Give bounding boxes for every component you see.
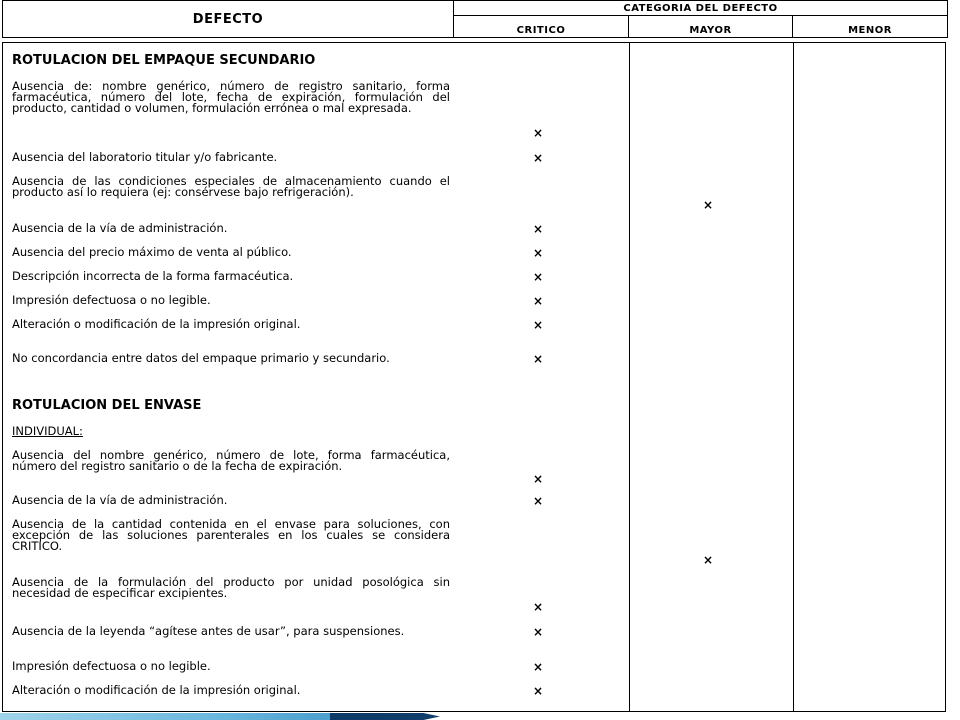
defect-description: Ausencia del laboratorio titular y/o fabricante. — [12, 150, 278, 164]
defect-description: Impresión defectuosa o no legible. — [12, 659, 211, 673]
table-header — [2, 0, 948, 38]
defect-description: Ausencia de: nombre genérico, número de registro sanitario, forma farmacéutica, número del lote, fecha de expiración, formulación del producto, cantidad o volumen, formulación errónea o mal expresada. — [12, 79, 450, 115]
footer-arrow-shape — [330, 713, 440, 720]
critico-mark: × — [533, 684, 544, 698]
header-critico: CRITICO — [454, 16, 629, 37]
defect-description: Alteración o modificación de la impresión original. — [12, 683, 301, 697]
defect-description: Ausencia de la cantidad contenida en el envase para soluciones, con excepción de las soluciones parenterales en los cuales se considera CRITICO. — [12, 517, 450, 553]
critico-mark: × — [533, 318, 544, 332]
critico-mark: × — [533, 222, 544, 236]
defect-description: Alteración o modificación de la impresión original. — [12, 317, 301, 331]
defect-description: Impresión defectuosa o no legible. — [12, 293, 211, 307]
header-defecto: DEFECTO — [3, 1, 454, 37]
slide-footer-bar — [0, 713, 960, 720]
column-divider — [629, 43, 630, 711]
mayor-mark: × — [703, 198, 714, 212]
critico-mark: × — [533, 600, 544, 614]
mayor-mark: × — [703, 553, 714, 567]
defect-description: Ausencia de la formulación del producto por unidad posológica sin necesidad de especificar excipientes. — [12, 575, 450, 600]
critico-mark: × — [533, 352, 544, 366]
critico-mark: × — [533, 660, 544, 674]
critico-mark: × — [533, 294, 544, 308]
critico-mark: × — [533, 494, 544, 508]
column-divider — [793, 43, 794, 711]
defect-description: No concordancia entre datos del empaque primario y secundario. — [12, 351, 390, 365]
defect-description: Ausencia de la vía de administración. — [12, 493, 228, 507]
critico-mark: × — [533, 126, 544, 140]
critico-mark: × — [533, 270, 544, 284]
defect-description: Descripción incorrecta de la forma farmacéutica. — [12, 269, 294, 283]
defect-description: Ausencia de la vía de administración. — [12, 221, 228, 235]
subsection-individual: INDIVIDUAL: — [12, 424, 83, 438]
defect-description: Ausencia del precio máximo de venta al público. — [12, 245, 292, 259]
section-title-empaque-secundario: ROTULACION DEL EMPAQUE SECUNDARIO — [12, 53, 316, 68]
critico-mark: × — [533, 625, 544, 639]
header-menor: MENOR — [848, 25, 892, 36]
defect-description: Ausencia de las condiciones especiales de almacenamiento cuando el producto así lo requiera (ej: consérvese bajo refrigeración). — [12, 174, 450, 199]
section-title-envase: ROTULACION DEL ENVASE — [12, 398, 202, 413]
critico-mark: × — [533, 151, 544, 165]
defect-description: Ausencia de la leyenda “agítese antes de usar”, para suspensiones. — [12, 624, 405, 638]
header-mayor: MAYOR — [629, 16, 793, 37]
critico-mark: × — [533, 472, 544, 486]
defects-table — [2, 42, 946, 712]
critico-mark: × — [533, 246, 544, 260]
defect-description: Ausencia del nombre genérico, número de lote, forma farmacéutica, número del registro sanitario o de la fecha de expiración. — [12, 448, 450, 473]
header-categoria: CATEGORIA DEL DEFECTO — [454, 1, 947, 16]
